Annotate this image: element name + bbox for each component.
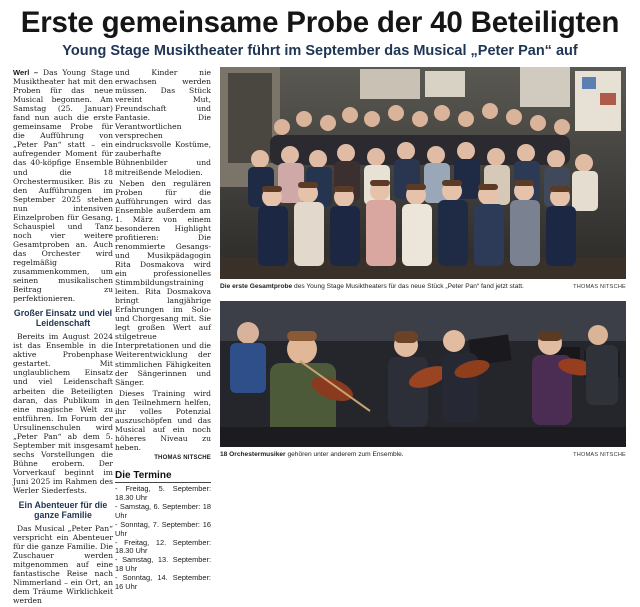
- caption-text: des Young Stage Musiktheaters für das neue Stück „Peter Pan“ fand jetzt statt.: [292, 283, 524, 290]
- group-photo-credit: THOMAS NITSCHE: [573, 284, 626, 290]
- article-column-2: [115, 68, 211, 592]
- article-paragraph-1: [13, 68, 113, 303]
- article-author: THOMAS NITSCHE: [154, 454, 211, 461]
- dateline: Werl –: [13, 68, 39, 77]
- group-photo: [220, 67, 626, 279]
- termine-item: - Freitag, 5. September: 18.30 Uhr: [115, 484, 211, 502]
- orchestra-photo: [220, 301, 626, 447]
- caption-bold: Die erste Gesamtprobe: [220, 283, 293, 290]
- section-heading-1: Großer Einsatz und viel Leidenschaft: [13, 308, 113, 329]
- termine-item: - Sonntag, 7. September: 16 Uhr: [115, 519, 211, 538]
- orchestra-photo-credit: THOMAS NITSCHE: [573, 452, 626, 458]
- group-photo-caption: [220, 283, 524, 291]
- article-paragraph-3: Das Musical „Peter Pan“ verspricht ein Abenteuer für die ganze Familie. Die Zuschauer werden mitgenommen auf eine fantastische Reise nach Nimmerland – ein Ort, an dem Träume Wirklichkeit werden: [13, 524, 113, 606]
- orchestra-photo-caption: [220, 451, 404, 459]
- termine-divider: [115, 482, 211, 483]
- termine-item: - Sonntag, 14. September: 16 Uhr: [115, 573, 211, 592]
- termine-item: - Freitag, 12. September: 18.30 Uhr: [115, 537, 211, 556]
- article-paragraph-5: Dieses Training wird den Teilnehmern helfen, ihr volles Potenzial auszuschöpfen und das Musical auf ein noch höheres Niveau zu heben.: [115, 388, 211, 452]
- paragraph-1-text: Das Young Stage Musiktheater hat mit den Proben für das neue Musical begonnen. Am Samstag (25. Januar) fand nun auch die erste gemeinsame Probe für die Aufführung von „Peter Pan“ statt – ein aufregender Moment für das 40-köpfige Ensemble und die 18 Orchestermusiker. Bis zu den Aufführungen im September 2025 stehen nun intensiven Einzelproben für Gesang, Schauspiel und Tanz noch vier weitere Gesamtproben an. Auch das Orchester wird regelmäßig zusammenkommen, um seinen musikalischen Beitrag zu perfektionieren.: [13, 68, 113, 304]
- termine-heading: Die Termine: [115, 470, 172, 482]
- group-photo-image: [220, 67, 626, 279]
- article-headline: Erste gemeinsame Probe der 40 Beteiligten: [20, 6, 620, 39]
- caption-bold: 18 Orchestermusiker: [220, 451, 286, 458]
- article-paragraph-4: Neben den regulären Proben für die Aufführungen wird das Ensemble außerdem am 1. März von einem besonderen Highlight profitieren: Die renommierte Gesangs- und Musikpädagogin Rita Dosmakova wird ein professionelles Stimmbildungstraining leiten. Rita Dosmakova bringt langjährige Erfahrungen im Solo- und Chorgesang mit. Sie legt großen Wert auf stilgetreue Interpretationen und die Weiterentwicklung der stimmlichen Fähigkeiten der Sängerinnen und Sänger.: [115, 178, 211, 387]
- article-paragraph-2: Bereits im August 2024 ist das Ensemble in die aktive Probenphase gestartet. Mit unglaublichem Einsatz und viel Leidenschaft arbeiten die Beteiligten daran, das Publikum in eine magische Welt zu entführen. Im Forum der Ursulinenschulen wird „Peter Pan“ ab dem 5. September mit insgesamt sechs Vorstellungen die Bühne erobern. Der Vorverkauf beginnt im Juni 2025 im Rahmen des Werler Siederfests.: [13, 332, 113, 496]
- caption-text: gehören unter anderem zum Ensemble.: [285, 451, 404, 458]
- termine-item: - Samstag, 6. September: 18 Uhr: [115, 501, 211, 520]
- article-column-1: [13, 68, 113, 607]
- article-subheadline: Young Stage Musiktheater führt im September das Musical „Peter Pan“ auf: [62, 43, 578, 59]
- article-paragraph-3b: und Kinder nie erwachsen werden müssen. Das Stück vereint Mut, Freundschaft und Fantasie. Die Verantwortlichen versprechen eindrucksvolle Kostüme, zauberhafte Bühnenbilder und mitreißende Melodien.: [115, 68, 211, 177]
- termine-item: - Samstag, 13. September: 18 Uhr: [115, 555, 211, 574]
- section-heading-2: Ein Abenteuer für die ganze Familie: [18, 500, 108, 521]
- orchestra-photo-image: [220, 301, 626, 447]
